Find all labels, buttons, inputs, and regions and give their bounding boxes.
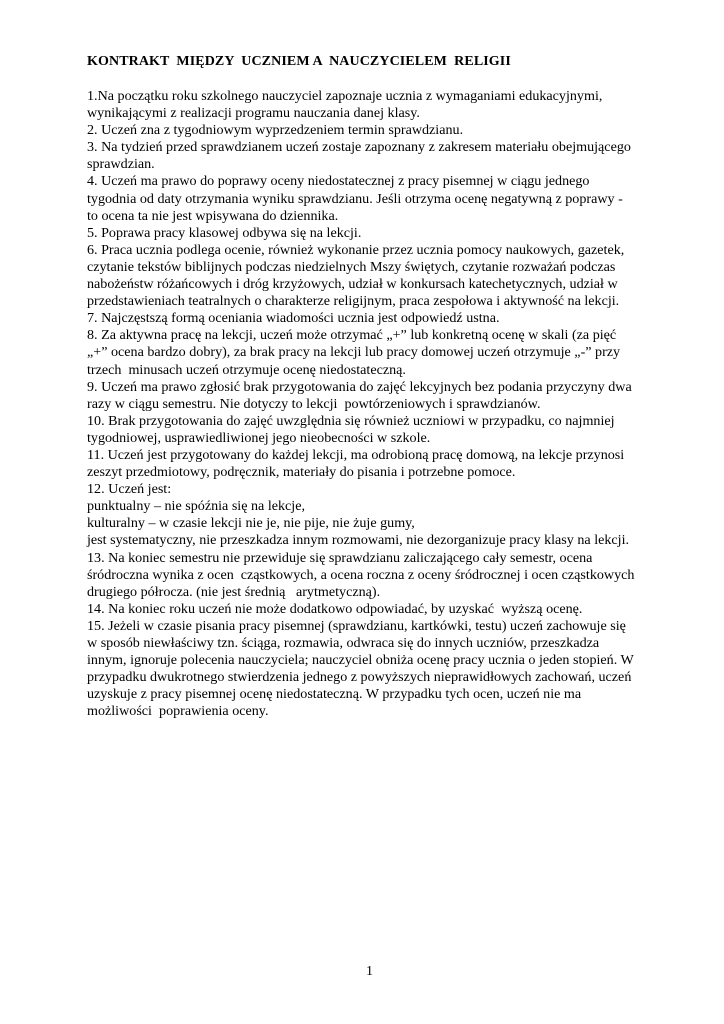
document-line: 15. Jeżeli w czasie pisania pracy pisemnej (sprawdzianu, kartkówki, testu) uczeń zachowuje się	[87, 617, 626, 634]
document-line: 6. Praca ucznia podlega ocenie, również wykonanie przez ucznia pomocy naukowych, gazetek,	[87, 241, 625, 258]
document-line: 2. Uczeń zna z tygodniowym wyprzedzeniem termin sprawdzianu.	[87, 122, 464, 139]
document-body	[87, 88, 657, 720]
document-line: jest systematyczny, nie przeszkadza innym rozmowami, nie dezorganizuje pracy klasy na lekcji.	[87, 532, 630, 549]
document-line: 8. Za aktywna pracę na lekcji, uczeń może otrzymać „+” lub konkretną ocenę w skali (za pięć	[87, 327, 617, 344]
document-line: śródroczna wynika z ocen cząstkowych, a ocena roczna z oceny śródrocznej i ocen cząstkowych	[87, 566, 635, 583]
document-line: tygodniowej, usprawiedliwionej jego nieobecności w szkole.	[87, 429, 431, 446]
document-line: to ocena ta nie jest wpisywana do dziennika.	[87, 207, 339, 224]
document-line: w sposób niewłaściwy tzn. ściąga, rozmawia, odwraca się do innych uczniów, przeszkadza	[87, 635, 600, 651]
document-line: nabożeństw różańcowych i dróg krzyżowych, udział w konkursach katechetycznych, udział w	[87, 276, 618, 293]
document-line: kulturalny – w czasie lekcji nie je, nie pije, nie żuje gumy,	[87, 515, 415, 532]
document-line: 5. Poprawa pracy klasowej odbywa się na lekcji.	[87, 224, 362, 241]
document-line: 12. Uczeń jest:	[87, 481, 172, 498]
document-line: 14. Na koniec roku uczeń nie może dodatkowo odpowiadać, by uzyskać wyższą ocenę.	[87, 600, 583, 617]
document-line: punktualny – nie spóźnia się na lekcje,	[87, 498, 305, 515]
document-line: 4. Uczeń ma prawo do poprawy oceny niedostatecznej z pracy pisemnej w ciągu jednego	[87, 173, 590, 190]
document-line: 11. Uczeń jest przygotowany do każdej lekcji, ma odrobioną pracę domową, na lekcje przynosi	[87, 446, 625, 463]
document-line: czytanie tekstów biblijnych podczas niedzielnych Mszy świętych, czytanie rozważań podczas	[87, 258, 616, 275]
document-line: drugiego półrocza. (nie jest średnią arytmetyczną).	[87, 583, 381, 600]
document-line: 9. Uczeń ma prawo zgłosić brak przygotowania do zajęć lekcyjnych bez podania przyczyny dwa	[87, 378, 632, 395]
page-number: 1	[366, 964, 373, 979]
document-line: 7. Najczęstszą formą oceniania wiadomości ucznia jest odpowiedź ustna.	[87, 310, 500, 327]
document-line: 13. Na koniec semestru nie przewiduje się sprawdzianu zaliczającego cały semestr, ocena	[87, 549, 593, 566]
document-line: razy w ciągu semestru. Nie dotyczy to lekcji powtórzeniowych i sprawdzianów.	[87, 395, 541, 412]
document-line: wynikającymi z realizacji programu nauczania danej klasy.	[87, 105, 420, 122]
document-line: innym, ignoruje polecenia nauczyciela; nauczyciel obniża ocenę pracy ucznia o jeden stopień. W	[87, 652, 634, 669]
document-line: 1.Na początku roku szkolnego nauczyciel zapoznaje ucznia z wymaganiami edukacyjnymi,	[87, 88, 603, 104]
document-line: „+” ocena bardzo dobry), za brak pracy na lekcji lub pracy domowej uczeń otrzymuje „-” przy	[87, 344, 621, 361]
document-line: sprawdzian.	[87, 156, 155, 173]
document-line: tygodnia od daty otrzymania wyniku sprawdzianu. Jeśli otrzyma ocenę negatywną z poprawy -	[87, 190, 623, 207]
document-line: przedstawieniach teatralnych o charakterze religijnym, praca zespołowa i aktywność na lekcji.	[87, 293, 620, 310]
document-line: 3. Na tydzień przed sprawdzianem uczeń zostaje zapoznany z zakresem materiału obejmującego	[87, 139, 631, 156]
document-line: 10. Brak przygotowania do zajęć uwzględnia się również uczniowi w przypadku, co najmniej	[87, 412, 615, 429]
document-line: uzyskuje z pracy pisemnej ocenę niedostateczną. W przypadku tych ocen, uczeń nie ma	[87, 686, 582, 703]
document-line: przypadku dwukrotnego stwierdzenia jednego z powyższych nieprawidłowych zachowań, uczeń	[87, 669, 632, 686]
document-line: trzech minusach uczeń otrzymuje ocenę niedostateczną.	[87, 361, 406, 378]
document-title: KONTRAKT MIĘDZY UCZNIEM A NAUCZYCIELEM RELIGII	[87, 54, 511, 69]
document-line: możliwości poprawienia oceny.	[87, 703, 269, 720]
document-line: zeszyt przedmiotowy, podręcznik, materiały do pisania i potrzebne pomoce.	[87, 464, 516, 481]
